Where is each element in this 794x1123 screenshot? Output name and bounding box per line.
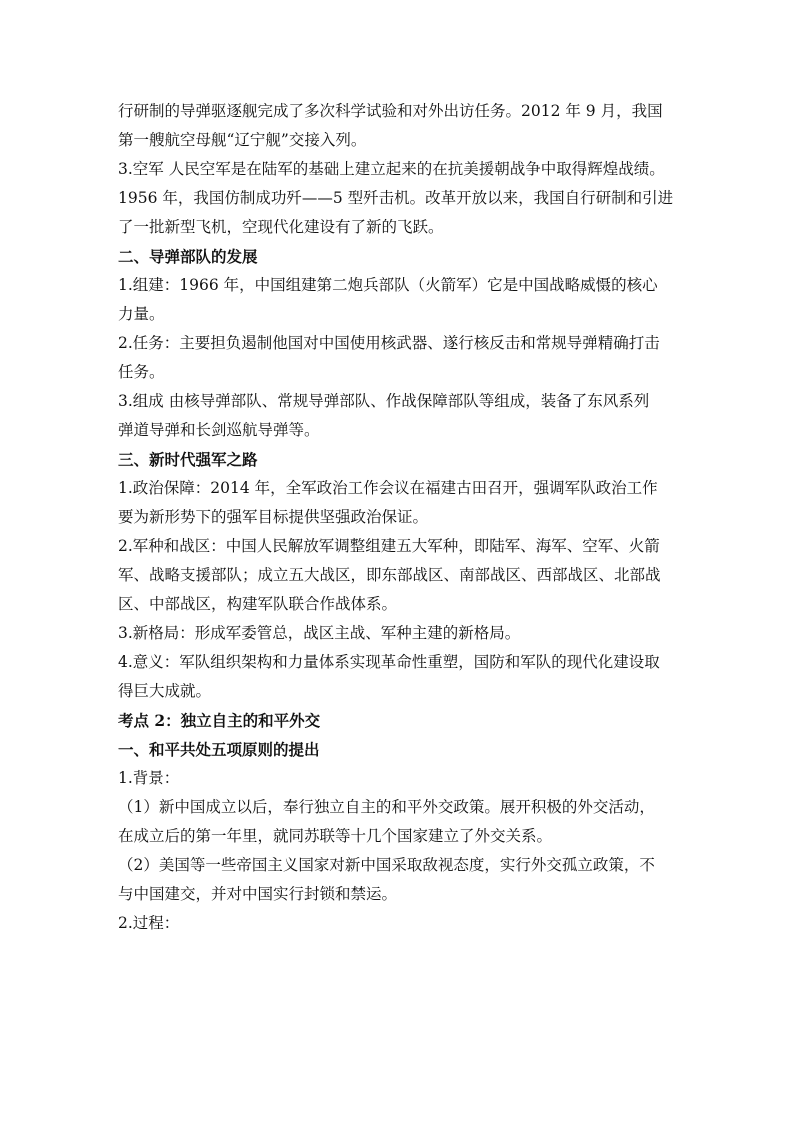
section-heading: 三、新时代强军之路 — [118, 450, 258, 469]
paragraph-line: 弹道导弹和长剑巡航导弹等。 — [118, 421, 320, 439]
paragraph-line: 要为新形势下的强军目标提供坚强政治保证。 — [118, 508, 429, 526]
paragraph-line: （1）新中国成立以后，奉行独立自主的和平外交政策。展开积极的外交活动， — [118, 798, 655, 816]
paragraph-line: 军、战略支援部队；成立五大战区，即东部战区、南部战区、西部战区、北部战 — [118, 566, 661, 584]
paragraph-line: 与中国建交，并对中国实行封锁和禁运。 — [118, 885, 398, 903]
paragraph-line: 3.新格局：形成军委管总，战区主战、军种主建的新格局。 — [118, 624, 521, 642]
paragraph-line: 1.政治保障：2014 年，全军政治工作会议在福建古田召开，强调军队政治工作 — [118, 479, 658, 497]
section-heading: 一、和平共处五项原则的提出 — [118, 740, 320, 759]
paragraph-line: 行研制的导弹驱逐舰完成了多次科学试验和对外出访任务。2012 年 9 月，我国 — [118, 102, 663, 120]
paragraph-line: 2.军种和战区：中国人民解放军调整组建五大军种，即陆军、海军、空军、火箭 — [118, 537, 660, 555]
paragraph-line: 1.组建：1966 年，中国组建第二炮兵部队（火箭军）它是中国战略威慑的核心 — [118, 276, 658, 294]
paragraph-line: 2.任务：主要担负遏制他国对中国使用核武器、遂行核反击和常规导弹精确打击 — [118, 334, 660, 352]
paragraph-line: 4.意义：军队组织架构和力量体系实现革命性重塑，国防和军队的现代化建设取 — [118, 653, 660, 671]
paragraph-line: 3.空军 人民空军是在陆军的基础上建立起来的在抗美援朝战争中取得辉煌战绩。 — [118, 160, 665, 178]
paragraph-line: 1.背景： — [118, 769, 180, 787]
paragraph-line: （2）美国等一些帝国主义国家对新中国采取敌视态度，实行外交孤立政策，不 — [118, 856, 655, 874]
paragraph-line: 得巨大成就。 — [118, 682, 212, 700]
paragraph-line: 区、中部战区，构建军队联合作战体系。 — [118, 595, 398, 613]
paragraph-line: 第一艘航空母舰“辽宁舰”交接入列。 — [118, 131, 367, 149]
paragraph-line: 在成立后的第一年里，就同苏联等十几个国家建立了外交关系。 — [118, 827, 553, 845]
paragraph-line: 1956 年，我国仿制成功歼——5 型歼击机。改革开放以来，我国自行研制和引进 — [118, 189, 674, 207]
paragraph-line: 力量。 — [118, 305, 165, 323]
paragraph-line: 了一批新型飞机，空现代化建设有了新的飞跃。 — [118, 218, 444, 236]
section-heading: 考点 2：独立自主的和平外交 — [118, 711, 321, 730]
section-heading: 二、导弹部队的发展 — [118, 247, 258, 266]
paragraph-line: 2.过程： — [118, 914, 180, 932]
paragraph-line: 任务。 — [118, 363, 165, 381]
paragraph-line: 3.组成 由核导弹部队、常规导弹部队、作战保障部队等组成，装备了东风系列 — [118, 392, 650, 410]
document-body — [118, 97, 688, 938]
